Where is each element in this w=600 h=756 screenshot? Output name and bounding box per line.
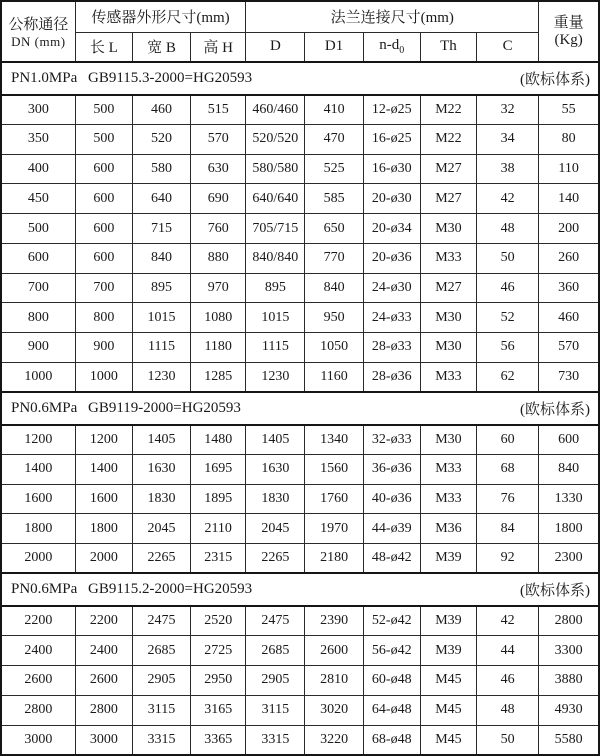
value-cell: 20-ø36 [363, 243, 420, 273]
value-cell: 1630 [132, 455, 190, 485]
value-cell: 950 [305, 303, 363, 333]
value-cell: M27 [420, 154, 476, 184]
value-cell: 895 [132, 273, 190, 303]
col-header-dn-label: 公称通径 [8, 16, 69, 33]
value-cell: 62 [477, 362, 539, 392]
value-cell: 460 [132, 95, 190, 125]
value-cell: 2905 [132, 666, 190, 696]
value-cell: 3115 [132, 695, 190, 725]
value-cell: M30 [420, 333, 476, 363]
value-cell: 42 [477, 184, 539, 214]
value-cell: 2520 [191, 606, 246, 636]
value-cell: M27 [420, 273, 476, 303]
value-cell: 24-ø30 [363, 273, 420, 303]
value-cell: 28-ø33 [363, 333, 420, 363]
table-row [1, 333, 599, 363]
value-cell: 52 [477, 303, 539, 333]
value-cell: M45 [420, 725, 476, 755]
value-cell: 2265 [246, 544, 305, 574]
value-cell: 3000 [75, 725, 132, 755]
dn-value-cell: 2600 [1, 666, 75, 696]
value-cell: 1180 [191, 333, 246, 363]
value-cell: 700 [75, 273, 132, 303]
value-cell: M22 [420, 125, 476, 155]
value-cell: 1230 [132, 362, 190, 392]
value-cell: 1015 [246, 303, 305, 333]
value-cell: 2315 [191, 544, 246, 574]
value-cell: 28-ø36 [363, 362, 420, 392]
value-cell: 570 [539, 333, 599, 363]
dn-value-cell: 900 [1, 333, 75, 363]
value-cell: 44 [477, 636, 539, 666]
value-cell: 1285 [191, 362, 246, 392]
dn-value-cell: 600 [1, 243, 75, 273]
dn-value-cell: 1400 [1, 455, 75, 485]
value-cell: 5580 [539, 725, 599, 755]
value-cell: 900 [75, 333, 132, 363]
value-cell: 1560 [305, 455, 363, 485]
value-cell: 705/715 [246, 214, 305, 244]
value-cell: M33 [420, 243, 476, 273]
value-cell: 1600 [75, 484, 132, 514]
value-cell: 880 [191, 243, 246, 273]
col-group-flange-dimensions: 法兰连接尺寸(mm) [246, 1, 539, 32]
value-cell: M30 [420, 214, 476, 244]
value-cell: 44-ø39 [363, 514, 420, 544]
value-cell: 715 [132, 214, 190, 244]
value-cell: M33 [420, 455, 476, 485]
value-cell: 770 [305, 243, 363, 273]
dn-value-cell: 500 [1, 214, 75, 244]
value-cell: 1230 [246, 362, 305, 392]
value-cell: 3165 [191, 695, 246, 725]
value-cell: M36 [420, 514, 476, 544]
value-cell: 2045 [132, 514, 190, 544]
value-cell: 24-ø33 [363, 303, 420, 333]
value-cell: 1800 [539, 514, 599, 544]
value-cell: 1115 [132, 333, 190, 363]
value-cell: 500 [75, 95, 132, 125]
value-cell: 55 [539, 95, 599, 125]
section-standard-code: GB9115.2-2000=HG20593 [88, 581, 253, 598]
table-row [1, 95, 599, 125]
col-header-weight [539, 1, 599, 62]
value-cell: 580 [132, 154, 190, 184]
dn-value-cell: 400 [1, 154, 75, 184]
value-cell: 40-ø36 [363, 484, 420, 514]
value-cell: 895 [246, 273, 305, 303]
col-header-d1: D1 [305, 32, 363, 62]
value-cell: 840/840 [246, 243, 305, 273]
value-cell: 470 [305, 125, 363, 155]
table-body [1, 62, 599, 755]
value-cell: 1760 [305, 484, 363, 514]
value-cell: 1405 [246, 425, 305, 455]
value-cell: 60-ø48 [363, 666, 420, 696]
table-row [1, 455, 599, 485]
value-cell: 360 [539, 273, 599, 303]
value-cell: 3115 [246, 695, 305, 725]
value-cell: 3300 [539, 636, 599, 666]
value-cell: 3315 [132, 725, 190, 755]
dn-value-cell: 1600 [1, 484, 75, 514]
dn-value-cell: 800 [1, 303, 75, 333]
value-cell: 68-ø48 [363, 725, 420, 755]
value-cell: 2905 [246, 666, 305, 696]
table-row [1, 725, 599, 755]
value-cell: 410 [305, 95, 363, 125]
value-cell: 2400 [75, 636, 132, 666]
table-row [1, 154, 599, 184]
value-cell: 2475 [246, 606, 305, 636]
value-cell: 64-ø48 [363, 695, 420, 725]
dn-value-cell: 2000 [1, 544, 75, 574]
value-cell: 56 [477, 333, 539, 363]
table-row [1, 544, 599, 574]
value-cell: 60 [477, 425, 539, 455]
value-cell: 640/640 [246, 184, 305, 214]
value-cell: 2685 [246, 636, 305, 666]
value-cell: M33 [420, 362, 476, 392]
value-cell: M30 [420, 425, 476, 455]
table-row [1, 303, 599, 333]
value-cell: 1400 [75, 455, 132, 485]
value-cell: 260 [539, 243, 599, 273]
value-cell: 2180 [305, 544, 363, 574]
table-row [1, 273, 599, 303]
col-header-th: Th [420, 32, 476, 62]
value-cell: 1160 [305, 362, 363, 392]
value-cell: 46 [477, 273, 539, 303]
section-pressure-rating: PN0.6MPa [11, 581, 78, 598]
value-cell: 1800 [75, 514, 132, 544]
value-cell: 690 [191, 184, 246, 214]
value-cell: 36-ø36 [363, 455, 420, 485]
value-cell: 4930 [539, 695, 599, 725]
col-header-weight-label: 重量 [553, 14, 584, 31]
value-cell: 1080 [191, 303, 246, 333]
value-cell: 80 [539, 125, 599, 155]
value-cell: 1050 [305, 333, 363, 363]
value-cell: 515 [191, 95, 246, 125]
value-cell: 2800 [75, 695, 132, 725]
value-cell: M27 [420, 184, 476, 214]
value-cell: M33 [420, 484, 476, 514]
value-cell: 1970 [305, 514, 363, 544]
value-cell: 84 [477, 514, 539, 544]
value-cell: 3365 [191, 725, 246, 755]
value-cell: M39 [420, 606, 476, 636]
col-header-n-d0-label: n-d [379, 37, 400, 54]
value-cell: M30 [420, 303, 476, 333]
value-cell: 42 [477, 606, 539, 636]
dn-value-cell: 350 [1, 125, 75, 155]
section-header-content [2, 68, 598, 89]
col-header-dn-unit: DN (mm) [11, 33, 66, 49]
value-cell: 2390 [305, 606, 363, 636]
section-header-row [1, 573, 599, 606]
value-cell: 2950 [191, 666, 246, 696]
table-row [1, 125, 599, 155]
value-cell: 16-ø25 [363, 125, 420, 155]
value-cell: 2600 [305, 636, 363, 666]
col-header-d: D [246, 32, 305, 62]
value-cell: M22 [420, 95, 476, 125]
dn-value-cell: 2400 [1, 636, 75, 666]
value-cell: 730 [539, 362, 599, 392]
value-cell: 1015 [132, 303, 190, 333]
value-cell: 2725 [191, 636, 246, 666]
value-cell: 12-ø25 [363, 95, 420, 125]
value-cell: 3315 [246, 725, 305, 755]
table-row [1, 695, 599, 725]
value-cell: 520/520 [246, 125, 305, 155]
value-cell: 460 [539, 303, 599, 333]
table-row [1, 184, 599, 214]
value-cell: M45 [420, 666, 476, 696]
header-row-groups [1, 1, 599, 32]
value-cell: 630 [191, 154, 246, 184]
value-cell: 970 [191, 273, 246, 303]
section-standard-code: GB9115.3-2000=HG20593 [88, 69, 253, 86]
section-header-cell [1, 573, 599, 606]
value-cell: 38 [477, 154, 539, 184]
value-cell: 3880 [539, 666, 599, 696]
value-cell: 140 [539, 184, 599, 214]
value-cell: 34 [477, 125, 539, 155]
value-cell: 48-ø42 [363, 544, 420, 574]
section-pressure-rating: PN0.6MPa [11, 399, 78, 416]
value-cell: 20-ø34 [363, 214, 420, 244]
table-row [1, 636, 599, 666]
dn-value-cell: 1000 [1, 362, 75, 392]
table-row [1, 362, 599, 392]
col-header-height: 高 H [191, 32, 246, 62]
value-cell: 48 [477, 214, 539, 244]
value-cell: 1830 [246, 484, 305, 514]
value-cell: 460/460 [246, 95, 305, 125]
value-cell: 1695 [191, 455, 246, 485]
value-cell: 68 [477, 455, 539, 485]
section-pressure-rating: PN1.0MPa [11, 69, 78, 86]
dn-value-cell: 2800 [1, 695, 75, 725]
value-cell: 2800 [539, 606, 599, 636]
value-cell: 840 [539, 455, 599, 485]
value-cell: 1480 [191, 425, 246, 455]
value-cell: 1000 [75, 362, 132, 392]
value-cell: 2810 [305, 666, 363, 696]
value-cell: 2685 [132, 636, 190, 666]
section-standard-note: (欧标体系) [520, 71, 590, 88]
dn-value-cell: 300 [1, 95, 75, 125]
value-cell: 1115 [246, 333, 305, 363]
value-cell: 1200 [75, 425, 132, 455]
col-group-sensor-dimensions: 传感器外形尺寸(mm) [75, 1, 246, 32]
value-cell: 840 [132, 243, 190, 273]
col-header-width: 宽 B [132, 32, 190, 62]
value-cell: 525 [305, 154, 363, 184]
value-cell: 1330 [539, 484, 599, 514]
col-header-n-d0-subscript: 0 [399, 45, 405, 57]
value-cell: 3220 [305, 725, 363, 755]
value-cell: 92 [477, 544, 539, 574]
value-cell: 585 [305, 184, 363, 214]
value-cell: 650 [305, 214, 363, 244]
value-cell: 1630 [246, 455, 305, 485]
header-row-subcolumns [1, 32, 599, 62]
section-header-cell [1, 62, 599, 95]
value-cell: 570 [191, 125, 246, 155]
value-cell: 32-ø33 [363, 425, 420, 455]
col-header-weight-unit: (Kg) [554, 31, 583, 48]
dn-value-cell: 450 [1, 184, 75, 214]
value-cell: 16-ø30 [363, 154, 420, 184]
value-cell: 2045 [246, 514, 305, 544]
table-row [1, 666, 599, 696]
value-cell: 600 [539, 425, 599, 455]
value-cell: 110 [539, 154, 599, 184]
section-standard-code: GB9119-2000=HG20593 [88, 399, 241, 416]
dn-value-cell: 1200 [1, 425, 75, 455]
value-cell: 500 [75, 125, 132, 155]
value-cell: 200 [539, 214, 599, 244]
value-cell: 520 [132, 125, 190, 155]
dn-value-cell: 1800 [1, 514, 75, 544]
value-cell: 52-ø42 [363, 606, 420, 636]
table-row [1, 243, 599, 273]
value-cell: 600 [75, 154, 132, 184]
table-row [1, 514, 599, 544]
value-cell: 760 [191, 214, 246, 244]
value-cell: 76 [477, 484, 539, 514]
table-header [1, 1, 599, 62]
value-cell: 2300 [539, 544, 599, 574]
value-cell: 1340 [305, 425, 363, 455]
value-cell: 2265 [132, 544, 190, 574]
value-cell: 56-ø42 [363, 636, 420, 666]
section-header-content [2, 579, 598, 600]
col-header-c: C [477, 32, 539, 62]
value-cell: 50 [477, 243, 539, 273]
value-cell: 840 [305, 273, 363, 303]
value-cell: 2475 [132, 606, 190, 636]
value-cell: M39 [420, 636, 476, 666]
col-header-n-d0 [363, 32, 420, 62]
value-cell: 20-ø30 [363, 184, 420, 214]
section-header-cell [1, 392, 599, 425]
value-cell: 2200 [75, 606, 132, 636]
value-cell: 3020 [305, 695, 363, 725]
col-header-dn [1, 1, 75, 62]
value-cell: 1895 [191, 484, 246, 514]
value-cell: M45 [420, 695, 476, 725]
value-cell: 48 [477, 695, 539, 725]
col-header-length: 长 L [75, 32, 132, 62]
value-cell: 800 [75, 303, 132, 333]
table-row [1, 484, 599, 514]
value-cell: 1830 [132, 484, 190, 514]
value-cell: 600 [75, 184, 132, 214]
value-cell: 46 [477, 666, 539, 696]
value-cell: 2000 [75, 544, 132, 574]
value-cell: 1405 [132, 425, 190, 455]
value-cell: 580/580 [246, 154, 305, 184]
value-cell: 640 [132, 184, 190, 214]
section-standard-note: (欧标体系) [520, 401, 590, 418]
value-cell: 600 [75, 243, 132, 273]
value-cell: M39 [420, 544, 476, 574]
value-cell: 32 [477, 95, 539, 125]
section-header-row [1, 62, 599, 95]
section-standard-note: (欧标体系) [520, 583, 590, 600]
section-header-content [2, 398, 598, 419]
value-cell: 600 [75, 214, 132, 244]
table-row [1, 606, 599, 636]
dn-value-cell: 3000 [1, 725, 75, 755]
dn-value-cell: 2200 [1, 606, 75, 636]
value-cell: 2110 [191, 514, 246, 544]
value-cell: 50 [477, 725, 539, 755]
value-cell: 2600 [75, 666, 132, 696]
table-row [1, 214, 599, 244]
table-row [1, 425, 599, 455]
dn-value-cell: 700 [1, 273, 75, 303]
section-header-row [1, 392, 599, 425]
